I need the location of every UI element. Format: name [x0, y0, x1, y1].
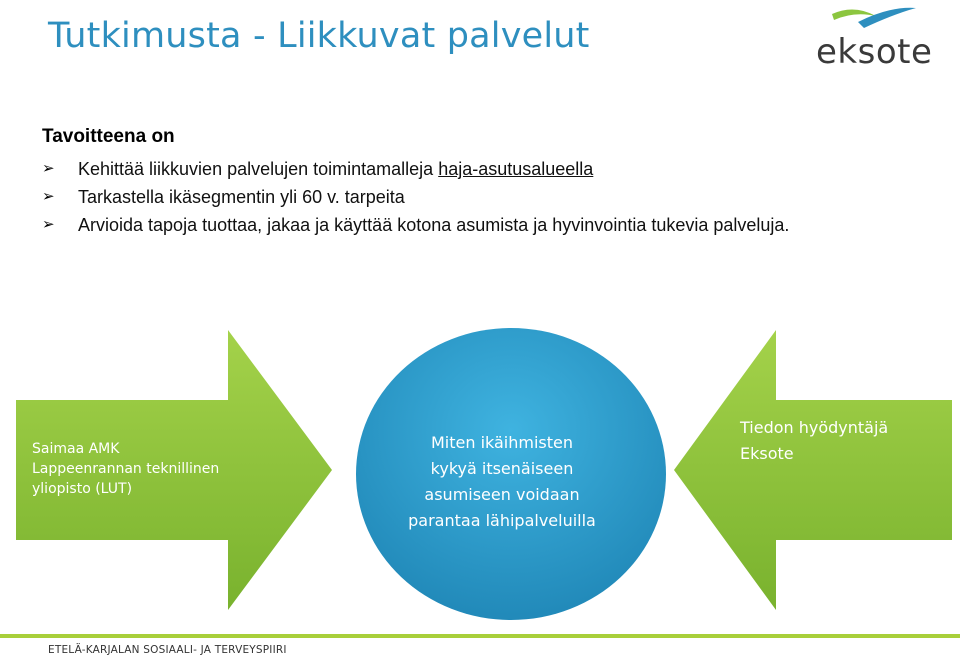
list-item — [42, 183, 922, 211]
left-arrow-line: Saimaa AMK — [32, 441, 120, 457]
goals-section — [42, 126, 922, 239]
center-circle-line: Miten ikäihmisten — [430, 433, 574, 452]
left-arrow-text — [32, 439, 219, 499]
goal-underlined-text: haja-asutusalueella — [438, 159, 594, 179]
page-title: Tutkimusta - Liikkuvat palvelut — [48, 16, 590, 56]
left-arrow-line: Lappeenrannan teknillinen — [32, 461, 220, 477]
arrow-bullet-icon: ➢ — [42, 216, 55, 233]
center-circle-line: parantaa lähipalveluilla — [408, 511, 596, 530]
arrow-bullet-icon: ➢ — [42, 188, 55, 205]
list-item — [42, 155, 922, 183]
left-arrow-line: yliopisto (LUT) — [32, 481, 133, 497]
goals-heading: Tavoitteena on — [42, 126, 175, 147]
goal-text: Tarkastella ikäsegmentin yli 60 v. tarpeita — [78, 187, 405, 207]
arrow-bullet-icon: ➢ — [42, 160, 55, 177]
right-arrow-line: Eksote — [740, 444, 794, 463]
right-arrow-text — [740, 415, 888, 467]
goals-list — [42, 155, 922, 239]
footer-divider — [0, 634, 960, 638]
eksote-logo — [812, 2, 932, 74]
goal-text: Arvioida tapoja tuottaa, jakaa ja käyttää kotona asumista ja hyvinvointia tukevia palveluja. — [78, 215, 790, 235]
center-circle-line: kykyä itsenäiseen — [430, 459, 574, 478]
center-circle-text — [378, 430, 626, 534]
logo-text: eksote — [816, 32, 933, 72]
list-item — [42, 211, 922, 239]
right-arrow — [674, 330, 952, 610]
right-arrow-line: Tiedon hyödyntäjä — [740, 418, 889, 437]
footer-text: ETELÄ-KARJALAN SOSIAALI- JA TERVEYSPIIRI — [48, 644, 287, 656]
center-circle-line: asumiseen voidaan — [424, 485, 580, 504]
goal-text: Kehittää liikkuvien palvelujen toimintamalleja — [78, 159, 439, 179]
